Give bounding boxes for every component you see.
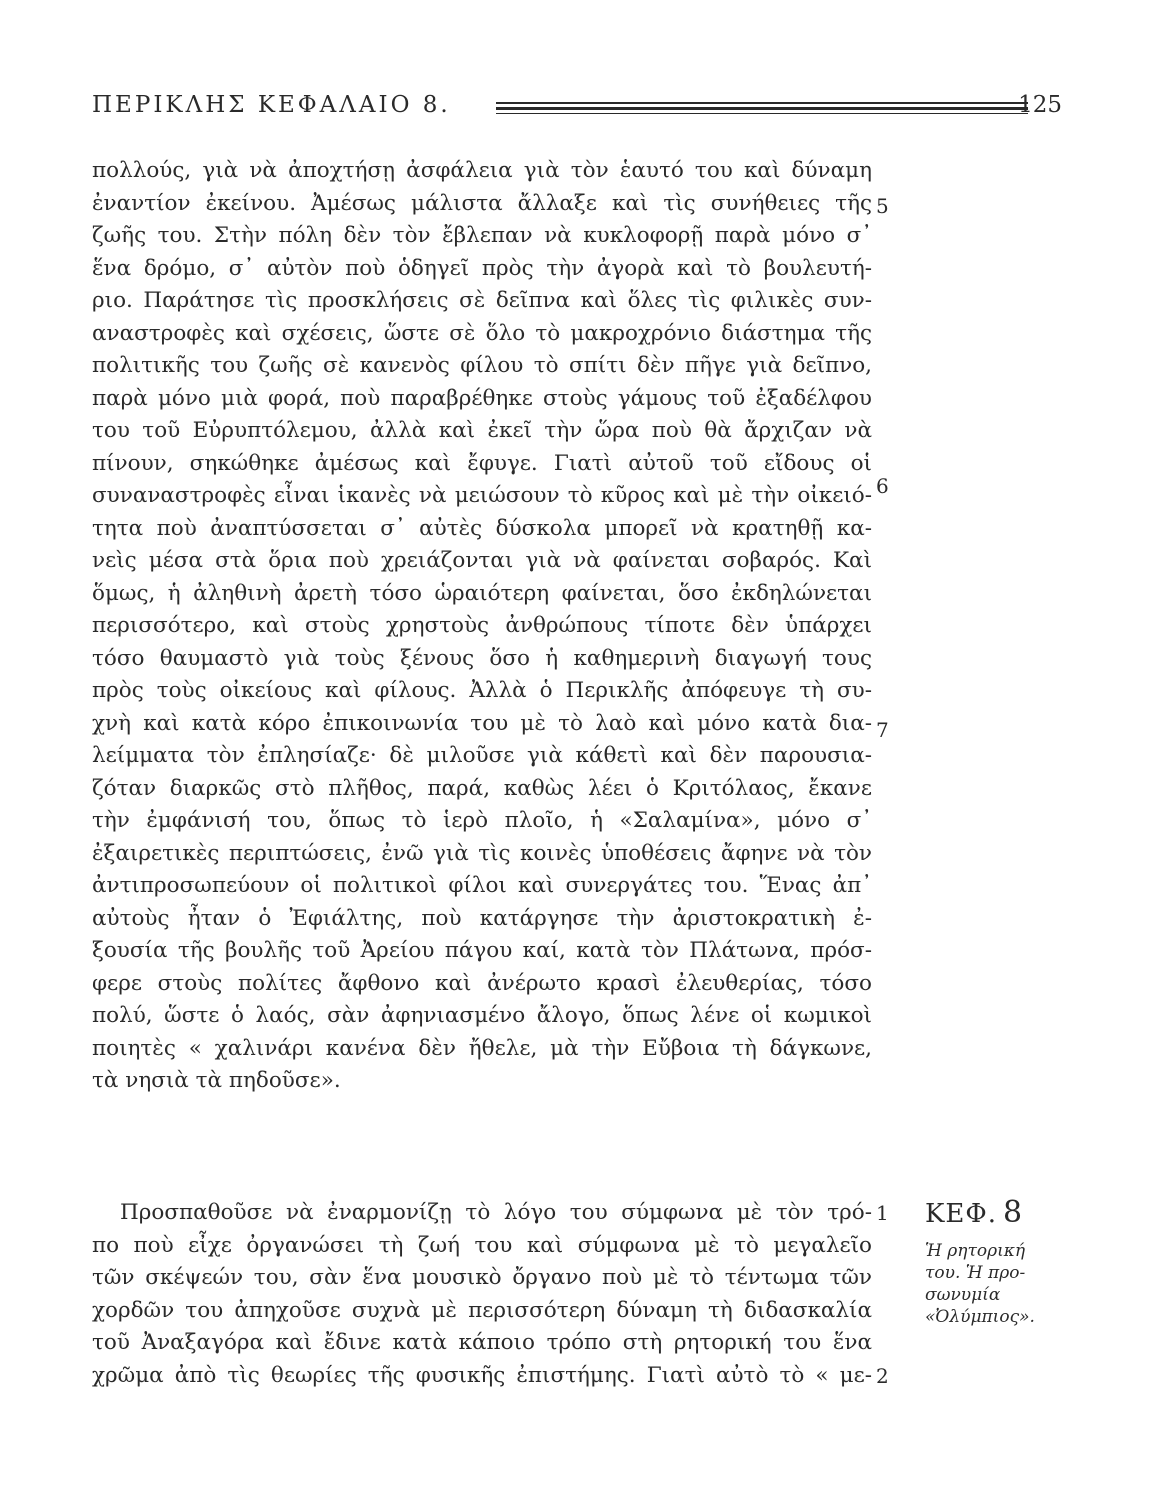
second-paragraph [92, 1197, 872, 1392]
text-line: ἀντιπροσωπεύουν οἱ πολιτικοὶ φίλοι καὶ συνεργάτες του. Ἕνας ἀπ᾿ [92, 873, 872, 898]
text-line: αὐτοὺς ἦταν ὁ Ἐφιάλτης, ποὺ κατάργησε τὴν ἀριστοκρατικὴ ἐ- [92, 905, 872, 931]
text-line: παρὰ μόνο μιὰ φορά, ποὺ παραβρέθηκε στοὺς γάμους τοῦ ἐξαδέλφου [92, 385, 872, 411]
text-line: ζόταν διαρκῶς στὸ πλῆθος, παρά, καθὼς λέει ὁ Κριτόλαος, ἔκανε [92, 775, 872, 801]
text-line: χορδῶν του ἀπηχοῦσε συχνὰ μὲ περισσότερη δύναμη τὴ διδασκαλία [92, 1297, 872, 1323]
text-line: πολύ, ὥστε ὁ λαός, σὰν ἀφηνιασμένο ἄλογο, ὅπως λένε οἱ κωμικοὶ [92, 1003, 872, 1028]
text-line: Προσπαθοῦσε νὰ ἐναρμονίζῃ τὸ λόγο του σύμφωνα μὲ τὸν τρό- [120, 1200, 872, 1225]
text-line: ξουσία τῆς βουλῆς τοῦ Ἀρείου πάγου καί, κατὰ τὸν Πλάτωνα, πρόσ- [92, 938, 872, 963]
text-line: τοῦ Ἀναξαγόρα καὶ ἔδινε κατὰ κάποιο τρόπο στὴ ρητορική του ἕνα [92, 1330, 872, 1355]
sidenote-line: «Ὀλύμπιος». [925, 1307, 1035, 1327]
text-line: χνὴ καὶ κατὰ κόρο ἐπικοινωνία του μὲ τὸ λαὸ καὶ μόνο κατὰ δια- [92, 710, 872, 736]
text-line: νεὶς μέσα στὰ ὅρια ποὺ χρειάζονται γιὰ νὰ φαίνεται σοβαρός. Καὶ [92, 548, 872, 573]
text-line: ριο. Παράτησε τὶς προσκλήσεις σὲ δεῖπνα καὶ ὅλες τὶς φιλικὲς συν- [92, 288, 872, 313]
running-title: ΠΕΡΙΚΛΗΣ ΚΕΦΑΛΑΙΟ 8. [92, 92, 451, 118]
line-marker: 1 [876, 1201, 889, 1225]
text-line: λείμματα τὸν ἐπλησίαζε· δὲ μιλοῦσε γιὰ κάθετὶ καὶ δὲν παρουσια- [92, 743, 872, 768]
text-line: ἐξαιρετικὲς περιπτώσεις, ἐνῶ γιὰ τὶς κοινὲς ὑποθέσεις ἄφηνε νὰ τὸν [92, 840, 872, 866]
text-line: του τοῦ Εὐρυπτόλεμου, ἀλλὰ καὶ ἐκεῖ τὴν ὥρα ποὺ θὰ ἄρχιζαν νὰ [92, 418, 872, 443]
text-line: τὴν ἐμφάνισή του, ὅπως τὸ ἱερὸ πλοῖο, ἡ «Σαλαμίνα», μόνο σ᾿ [92, 808, 872, 833]
text-line: ἐναντίον ἐκείνου. Ἀμέσως μάλιστα ἄλλαξε καὶ τὶς συνήθειες τῆς [92, 190, 872, 216]
line-marker: 2 [876, 1364, 889, 1388]
line-marker: 5 [876, 194, 889, 218]
text-line: ὅμως, ἡ ἀληθινὴ ἀρετὴ τόσο ὡραιότερη φαίνεται, ὅσο ἐκδηλώνεται [92, 580, 872, 606]
page-number: 125 [1018, 92, 1062, 118]
text-line: τῶν σκέψεών του, σὰν ἕνα μουσικὸ ὄργανο ποὺ μὲ τὸ τέντωμα τῶν [92, 1265, 872, 1290]
text-line: αναστροφὲς καὶ σχέσεις, ὥστε σὲ ὅλο τὸ μακροχρόνιο διάστημα τῆς [92, 320, 872, 346]
text-line: ποιητὲς « χαλινάρι κανένα δὲν ἤθελε, μὰ τὴν Εὔβοια τὴ δάγκωνε, [92, 1035, 872, 1061]
text-line: πολιτικῆς του ζωῆς σὲ κανενὸς φίλου τὸ σπίτι δὲν πῆγε γιὰ δεῖπνο, [92, 353, 872, 378]
text-line: ἕνα δρόμο, σ᾿ αὐτὸν ποὺ ὁδηγεῖ πρὸς τὴν ἀγορὰ καὶ τὸ βουλευτή- [92, 255, 872, 281]
text-line: πο ποὺ εἶχε ὀργανώσει τὴ ζωή του καὶ σύμφωνα μὲ τὸ μεγαλεῖο [92, 1232, 872, 1258]
main-paragraph [92, 155, 872, 1098]
text-line: πίνουν, σηκώθηκε ἀμέσως καὶ ἔφυγε. Γιατὶ αὐτοῦ τοῦ εἴδους οἱ [92, 450, 872, 476]
sidenote [925, 1195, 1125, 1328]
sidenote-label: ΚΕΦ. [925, 1199, 997, 1229]
text-line: τόσο θαυμαστὸ γιὰ τοὺς ξένους ὅσο ἡ καθημερινὴ διαγωγή τους [92, 645, 872, 671]
text-line: τὰ νησιὰ τὰ πηδοῦσε». [92, 1068, 341, 1093]
text-line: συναναστροφὲς εἶναι ἱκανὲς νὰ μειώσουν τὸ κῦρος καὶ μὲ τὴν οἰκειό- [92, 483, 872, 508]
header-rule [496, 102, 1028, 116]
text-line: τητα ποὺ ἀναπτύσσεται σ᾿ αὐτὲς δύσκολα μπορεῖ νὰ κρατηθῇ κα- [92, 515, 872, 541]
text-line: πολλούς, γιὰ νὰ ἀποχτήσῃ ἀσφάλεια γιὰ τὸν ἑαυτό του καὶ δύναμη [92, 158, 872, 183]
sidenote-chapter-number: 8 [1002, 1195, 1024, 1230]
sidenote-title [925, 1195, 1125, 1230]
text-line: περισσότερο, καὶ στοὺς χρηστοὺς ἀνθρώπους τίποτε δὲν ὑπάρχει [92, 613, 872, 638]
text-line: χρῶμα ἀπὸ τὶς θεωρίες τῆς φυσικῆς ἐπιστήμης. Γιατὶ αὐτὸ τὸ « με- [92, 1362, 872, 1388]
text-line: φερε στοὺς πολίτες ἄφθονο καὶ ἀνέρωτο κρασὶ ἐλευθερίας, τόσο [92, 970, 872, 996]
line-marker: 7 [876, 718, 889, 742]
sidenote-line: Ἡ ρητορική [925, 1241, 1026, 1261]
page-header [92, 92, 1062, 132]
line-marker: 6 [876, 474, 889, 498]
sidenote-line: σωνυμία [925, 1285, 1001, 1305]
text-line: πρὸς τοὺς οἰκείους καὶ φίλους. Ἀλλὰ ὁ Περικλῆς ἀπόφευγε τὴ συ- [92, 678, 872, 703]
sidenote-line: του. Ἡ προ- [925, 1263, 1026, 1283]
text-line: ζωῆς του. Στὴν πόλη δὲν τὸν ἔβλεπαν νὰ κυκλοφορῇ παρὰ μόνο σ᾿ [92, 223, 872, 248]
